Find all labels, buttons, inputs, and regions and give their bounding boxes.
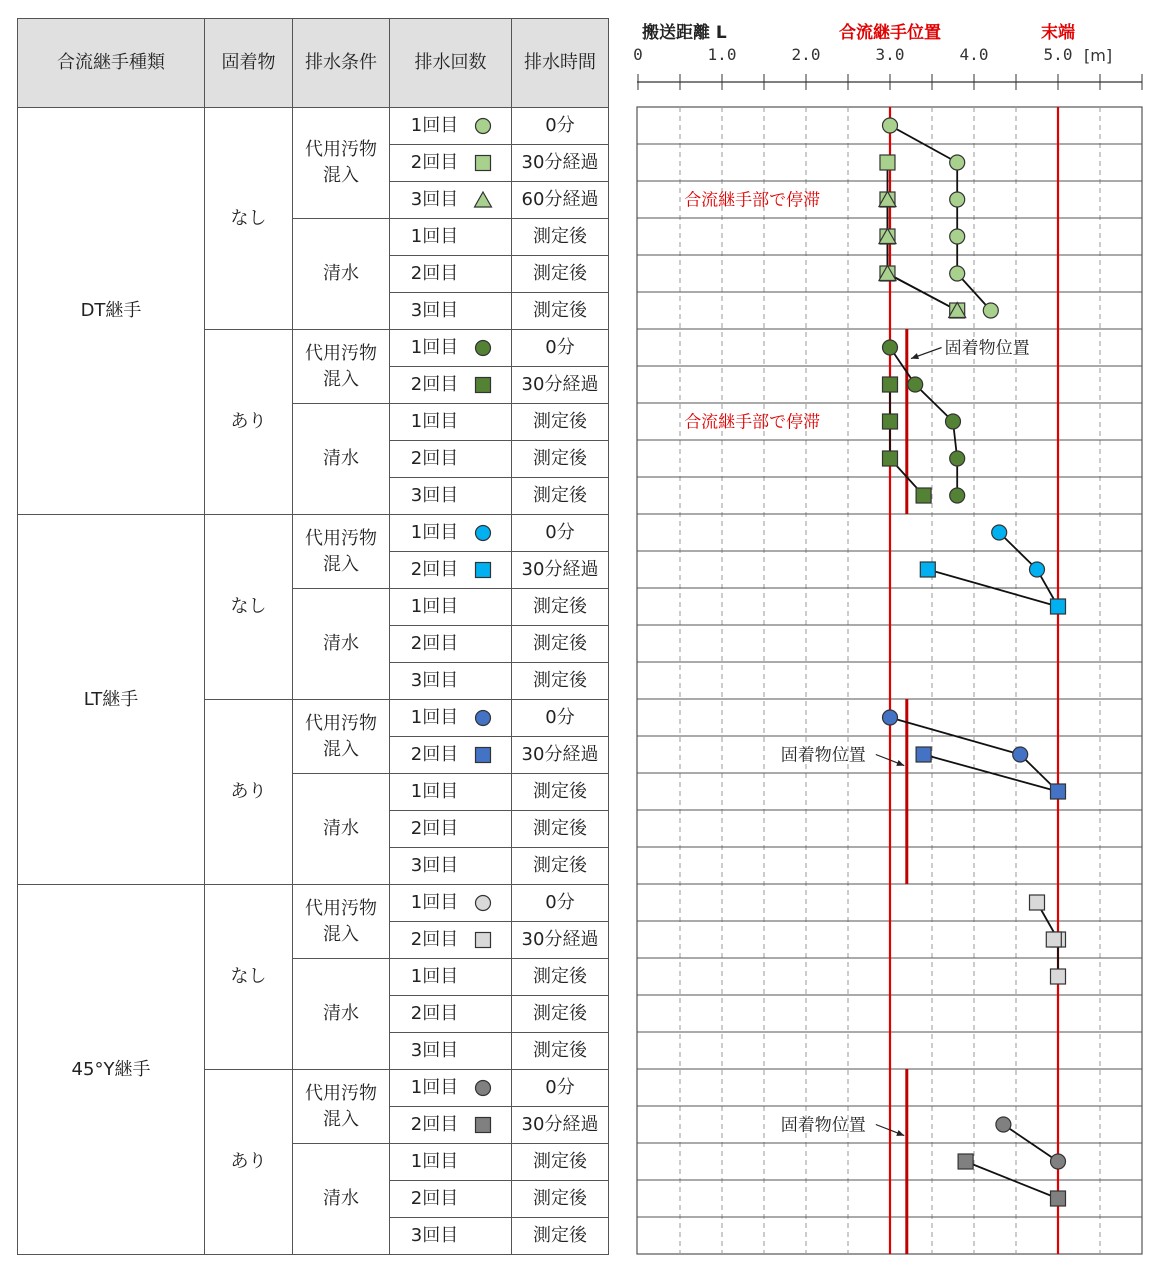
time-cell: 0分	[512, 330, 609, 367]
count-label: 2回目	[410, 263, 459, 284]
count-label: 2回目	[410, 633, 459, 654]
time-cell: 測定後	[512, 1144, 609, 1181]
count-label: 3回目	[410, 1040, 459, 1061]
condition-cell: 代用汚物混入	[293, 700, 390, 774]
adhesion-cell: なし	[205, 108, 293, 330]
axis-title: 搬送距離 L	[642, 23, 727, 43]
data-point-circle	[946, 414, 961, 429]
data-point-square	[916, 488, 931, 503]
count-label: 3回目	[410, 855, 459, 876]
annotation-label: 固着物位置	[780, 745, 866, 766]
data-point-square	[883, 414, 898, 429]
time-cell: 測定後	[512, 478, 609, 515]
condition-cell: 清水	[293, 589, 390, 700]
condition-cell: 清水	[293, 219, 390, 330]
count-label: 1回目	[410, 596, 459, 617]
time-cell: 0分	[512, 700, 609, 737]
adhesion-cell: あり	[205, 1070, 293, 1255]
count-label: 2回目	[410, 744, 459, 765]
data-point-circle	[950, 266, 965, 281]
joint-type-cell: LT継手	[18, 515, 205, 885]
time-cell: 測定後	[512, 1218, 609, 1255]
annotation-label: 合流継手部で停滞	[684, 412, 821, 433]
count-label: 2回目	[410, 1114, 459, 1135]
time-cell: 0分	[512, 1070, 609, 1107]
annotation-label: 固着物位置	[944, 338, 1030, 359]
time-cell: 0分	[512, 885, 609, 922]
data-point-square	[1030, 895, 1045, 910]
joint-type-cell: DT継手	[18, 108, 205, 515]
count-label: 3回目	[410, 485, 459, 506]
header-adhesion: 固着物	[205, 19, 293, 108]
count-label: 1回目	[410, 966, 459, 987]
data-point-circle	[950, 155, 965, 170]
joint-type-cell: 45°Y継手	[18, 885, 205, 1255]
time-cell: 測定後	[512, 589, 609, 626]
annotation-label: 合流継手部で停滞	[684, 190, 821, 211]
condition-cell: 代用汚物混入	[293, 330, 390, 404]
adhesion-cell: なし	[205, 515, 293, 700]
data-point-circle	[950, 229, 965, 244]
series-line	[999, 533, 1058, 607]
data-point-circle	[883, 710, 898, 725]
data-point-circle	[996, 1117, 1011, 1132]
time-cell: 30分経過	[512, 552, 609, 589]
data-point-circle	[883, 340, 898, 355]
count-label: 1回目	[410, 892, 459, 913]
series-line	[887, 163, 957, 311]
header-time: 排水時間	[512, 19, 609, 108]
count-label: 1回目	[410, 226, 459, 247]
data-point-square	[1051, 599, 1066, 614]
x-tick-label: 0	[633, 45, 643, 64]
time-cell: 測定後	[512, 1033, 609, 1070]
time-cell: 測定後	[512, 404, 609, 441]
count-label: 1回目	[410, 337, 459, 358]
condition-cell: 清水	[293, 404, 390, 515]
count-label: 2回目	[410, 929, 459, 950]
count-label: 1回目	[410, 707, 459, 728]
data-point-circle	[1013, 747, 1028, 762]
time-cell: 60分経過	[512, 182, 609, 219]
header-joint: 合流継手種類	[18, 19, 205, 108]
time-cell: 30分経過	[512, 367, 609, 404]
data-point-circle	[950, 488, 965, 503]
data-point-circle	[992, 525, 1007, 540]
x-tick-label: 2.0	[791, 45, 821, 64]
data-point-circle	[908, 377, 923, 392]
count-label: 3回目	[410, 1225, 459, 1246]
condition-cell: 代用汚物混入	[293, 885, 390, 959]
condition-cell: 代用汚物混入	[293, 1070, 390, 1144]
x-tick-label: 1.0	[707, 45, 737, 64]
count-label: 3回目	[410, 670, 459, 691]
time-cell: 測定後	[512, 811, 609, 848]
data-point-square	[880, 155, 895, 170]
data-point-circle	[983, 303, 998, 318]
count-label: 2回目	[410, 559, 459, 580]
adhesion-cell: あり	[205, 700, 293, 885]
count-label: 2回目	[410, 1188, 459, 1209]
reference-line-label: 末端	[1041, 23, 1075, 43]
count-label: 1回目	[410, 411, 459, 432]
arrow-head-icon	[911, 353, 919, 359]
data-point-circle	[950, 192, 965, 207]
data-point-square	[1051, 969, 1066, 984]
time-cell: 0分	[512, 515, 609, 552]
x-tick-label: 5.0	[1043, 45, 1073, 64]
time-cell: 測定後	[512, 1181, 609, 1218]
data-point-square	[883, 377, 898, 392]
count-label: 2回目	[410, 1003, 459, 1024]
header-condition: 排水条件	[293, 19, 390, 108]
data-point-circle	[883, 118, 898, 133]
time-cell: 30分経過	[512, 737, 609, 774]
data-point-circle	[1051, 1154, 1066, 1169]
axis-unit: [m]	[1084, 46, 1113, 65]
time-cell: 測定後	[512, 219, 609, 256]
time-cell: 測定後	[512, 293, 609, 330]
header-count: 排水回数	[390, 19, 512, 108]
count-label: 1回目	[410, 522, 459, 543]
arrow-head-icon	[896, 760, 904, 766]
data-point-square	[1051, 1191, 1066, 1206]
count-label: 2回目	[410, 448, 459, 469]
count-label: 3回目	[410, 189, 459, 210]
time-cell: 測定後	[512, 996, 609, 1033]
count-label: 1回目	[410, 1151, 459, 1172]
count-label: 2回目	[410, 818, 459, 839]
data-point-square	[1051, 784, 1066, 799]
time-cell: 測定後	[512, 848, 609, 885]
count-label: 1回目	[410, 781, 459, 802]
time-cell: 30分経過	[512, 145, 609, 182]
count-label: 1回目	[410, 1077, 459, 1098]
time-cell: 測定後	[512, 959, 609, 996]
time-cell: 0分	[512, 108, 609, 145]
x-tick-label: 3.0	[875, 45, 905, 64]
condition-cell: 清水	[293, 1144, 390, 1255]
data-point-square	[916, 747, 931, 762]
count-label: 1回目	[410, 115, 459, 136]
data-point-circle	[1030, 562, 1045, 577]
time-cell: 測定後	[512, 256, 609, 293]
arrow-head-icon	[896, 1130, 904, 1136]
adhesion-cell: なし	[205, 885, 293, 1070]
reference-line-label: 合流継手位置	[839, 23, 941, 43]
count-label: 3回目	[410, 300, 459, 321]
data-point-circle	[950, 451, 965, 466]
count-label: 2回目	[410, 152, 459, 173]
adhesion-cell: あり	[205, 330, 293, 515]
time-cell: 30分経過	[512, 922, 609, 959]
x-tick-label: 4.0	[959, 45, 989, 64]
data-point-square	[920, 562, 935, 577]
condition-cell: 代用汚物混入	[293, 515, 390, 589]
condition-cell: 清水	[293, 774, 390, 885]
time-cell: 測定後	[512, 626, 609, 663]
data-point-square	[1046, 932, 1061, 947]
annotation-label: 固着物位置	[780, 1115, 866, 1136]
condition-cell: 代用汚物混入	[293, 108, 390, 219]
time-cell: 測定後	[512, 774, 609, 811]
data-point-square	[958, 1154, 973, 1169]
time-cell: 30分経過	[512, 1107, 609, 1144]
data-point-square	[883, 451, 898, 466]
count-label: 2回目	[410, 374, 459, 395]
time-cell: 測定後	[512, 441, 609, 478]
time-cell: 測定後	[512, 663, 609, 700]
condition-cell: 清水	[293, 959, 390, 1070]
